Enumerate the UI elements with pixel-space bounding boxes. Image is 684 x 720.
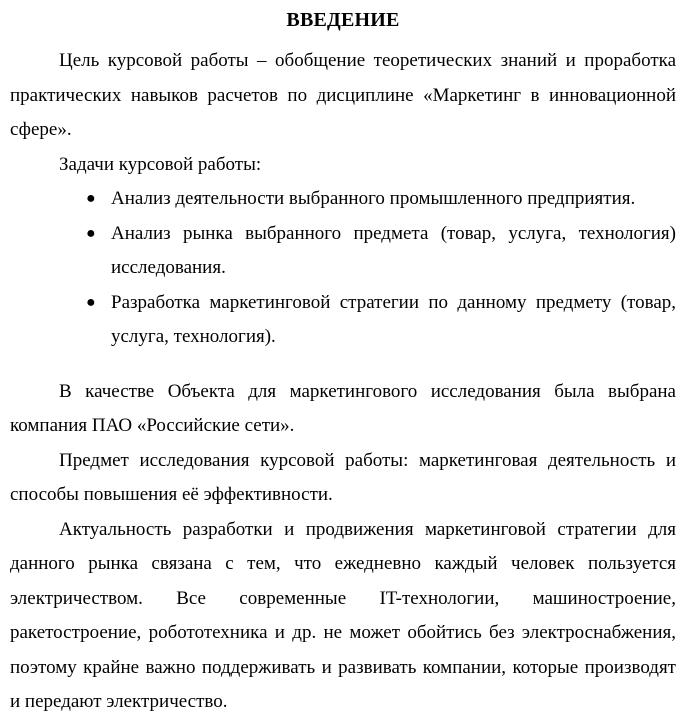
object-paragraph: В качестве Объекта для маркетингового исследования была выбрана компания ПАО «Российские сети». xyxy=(10,380,676,436)
task-item xyxy=(10,182,676,217)
section-title: ВВЕДЕНИЕ xyxy=(286,9,400,31)
task-text: Разработка маркетинговой стратегии по данному предмету (товар, услуга, технология). xyxy=(111,291,676,347)
subject-paragraph: Предмет исследования курсовой работы: маркетинговая деятельность и способы повышения её эффективности. xyxy=(10,449,676,505)
task-item xyxy=(10,217,676,286)
bullet-icon: ● xyxy=(86,224,96,242)
bullet-icon: ● xyxy=(86,293,96,311)
tasks-list xyxy=(10,182,676,355)
task-text: Анализ деятельности выбранного промышленного предприятия. xyxy=(111,188,636,209)
relevance-paragraph: Актуальность разработки и продвижения маркетинговой стратегии для данного рынка связана с тем, что ежедневно каждый человек пользуется электричеством. Все современные IT-технологии, машиностроение, ракетостроение, робототехника и др. не может обойтись без электроснабжения, поэтому крайне важно поддерживать и развивать компании, которые производят и передают электричество. xyxy=(10,518,676,712)
tasks-heading: Задачи курсовой работы: xyxy=(59,153,262,175)
bullet-icon: ● xyxy=(86,190,96,207)
goal-paragraph: Цель курсовой работы – обобщение теоретических знаний и проработка практических навыков расчетов по дисциплине «Маркетинг в инновационной сфере». xyxy=(10,50,676,140)
document-page xyxy=(10,0,676,720)
task-text: Анализ рынка выбранного предмета (товар, услуга, технология) исследования. xyxy=(111,222,676,278)
task-item xyxy=(10,286,676,355)
